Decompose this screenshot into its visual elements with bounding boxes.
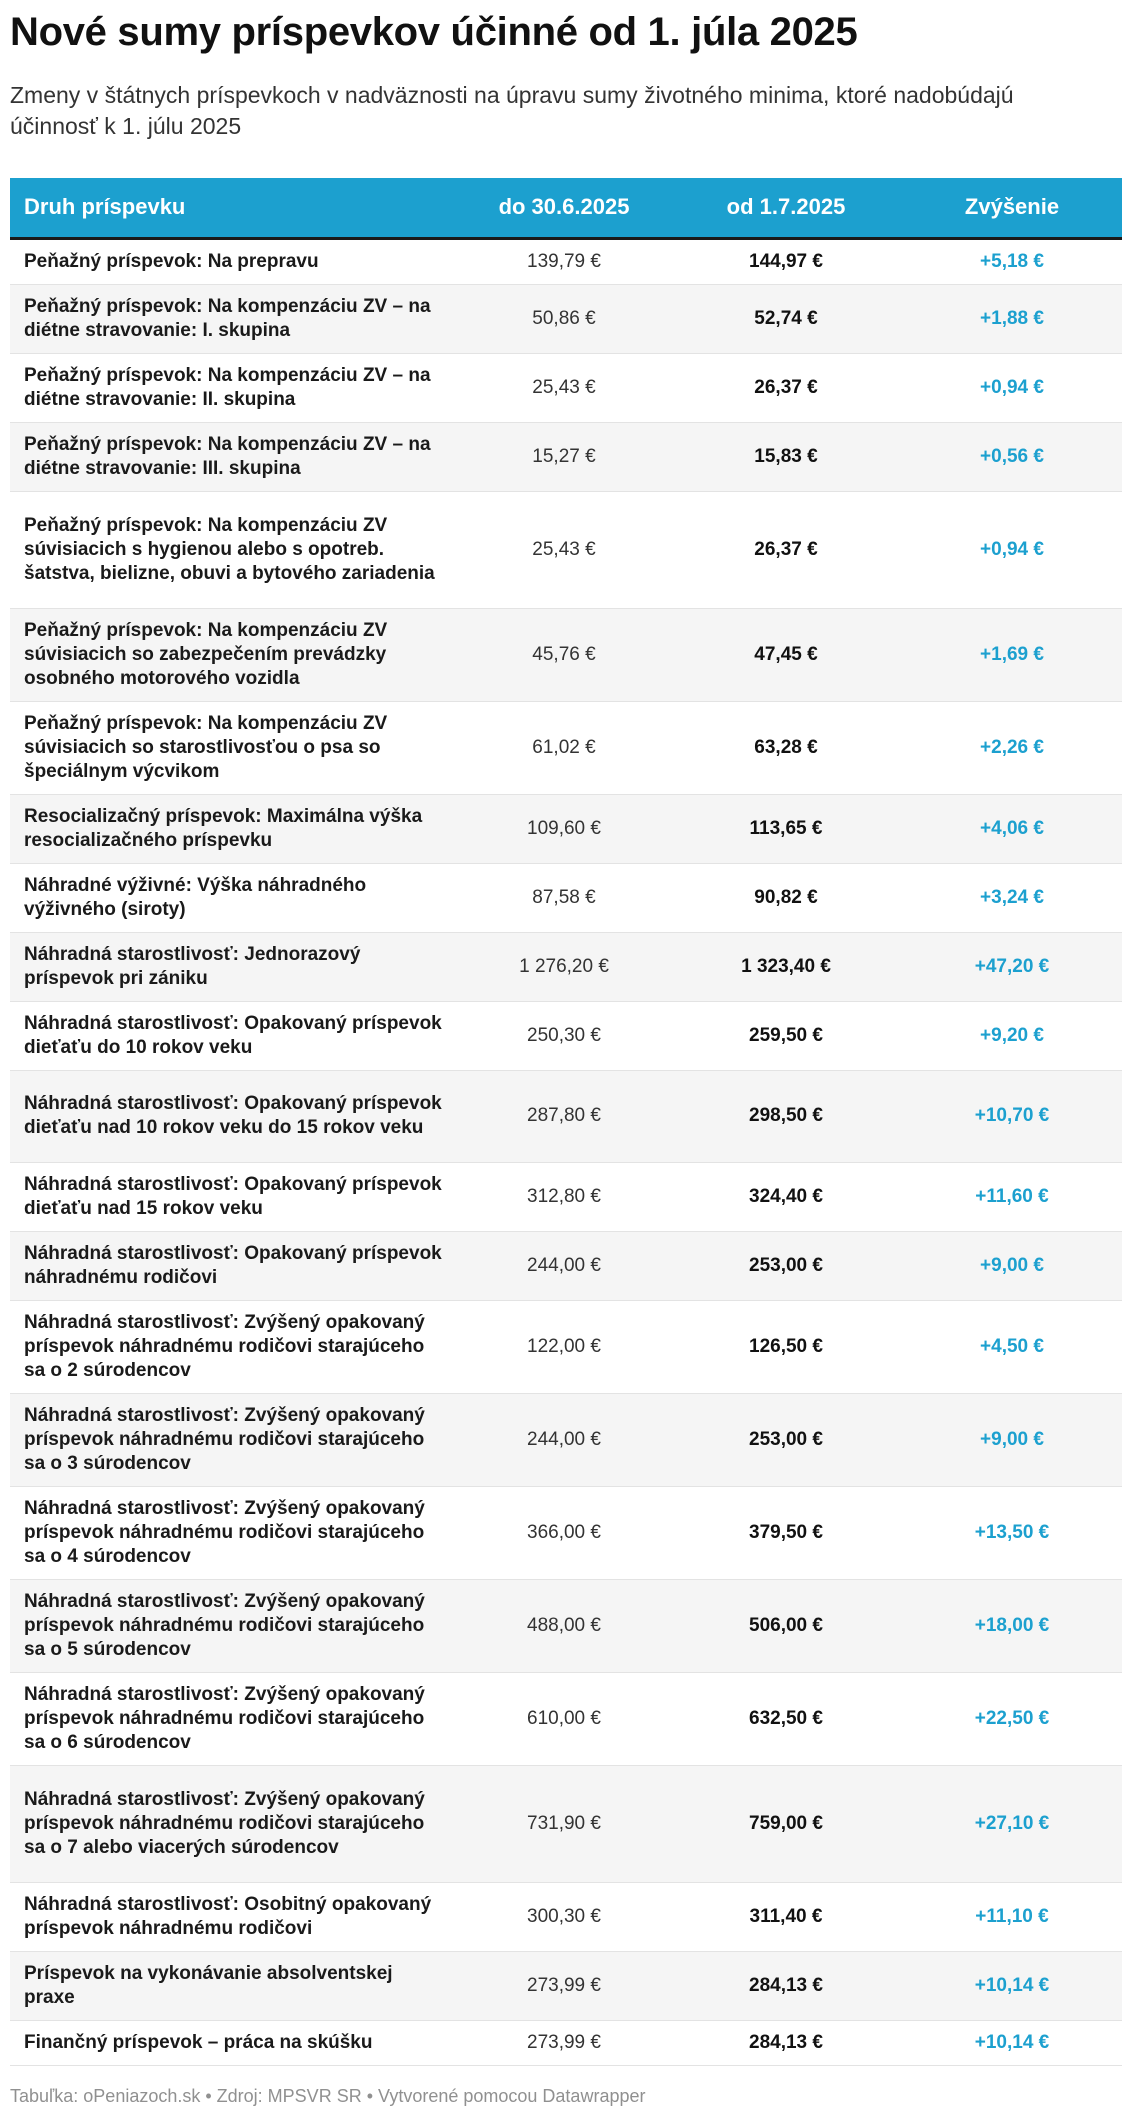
row-old-amount: 300,30 € (458, 1882, 670, 1951)
row-new-amount: 144,97 € (670, 238, 902, 284)
row-old-amount: 1 276,20 € (458, 932, 670, 1001)
table-row (10, 794, 1122, 863)
row-increase: +0,94 € (902, 491, 1122, 608)
row-new-amount: 759,00 € (670, 1765, 902, 1882)
row-new-amount: 126,50 € (670, 1300, 902, 1393)
row-increase: +9,00 € (902, 1231, 1122, 1300)
row-new-amount: 90,82 € (670, 863, 902, 932)
contributions-table (10, 178, 1122, 2066)
row-increase: +13,50 € (902, 1486, 1122, 1579)
row-new-amount: 259,50 € (670, 1001, 902, 1070)
row-increase: +18,00 € (902, 1579, 1122, 1672)
row-old-amount: 610,00 € (458, 1672, 670, 1765)
row-new-amount: 324,40 € (670, 1162, 902, 1231)
row-old-amount: 250,30 € (458, 1001, 670, 1070)
table-row (10, 1393, 1122, 1486)
row-name: Peňažný príspevok: Na kompenzáciu ZV súvisiacich so starostlivosťou o psa so špeciálnym výcvikom (10, 701, 458, 794)
row-name: Náhradná starostlivosť: Jednorazový príspevok pri zániku (10, 932, 458, 1001)
row-name: Príspevok na vykonávanie absolventskej praxe (10, 1951, 458, 2020)
page-title: Nové sumy príspevkov účinné od 1. júla 2025 (10, 10, 858, 54)
row-increase: +10,70 € (902, 1070, 1122, 1162)
row-name: Resocializačný príspevok: Maximálna výška resocializačného príspevku (10, 794, 458, 863)
row-increase: +3,24 € (902, 863, 1122, 932)
row-new-amount: 284,13 € (670, 1951, 902, 2020)
row-new-amount: 632,50 € (670, 1672, 902, 1765)
table-row (10, 284, 1122, 353)
row-name: Náhradná starostlivosť: Osobitný opakovaný príspevok náhradnému rodičovi (10, 1882, 458, 1951)
row-old-amount: 45,76 € (458, 608, 670, 701)
table-row (10, 701, 1122, 794)
row-old-amount: 25,43 € (458, 353, 670, 422)
table-row (10, 608, 1122, 701)
table-row (10, 932, 1122, 1001)
table-row (10, 1672, 1122, 1765)
header-new-amount[interactable]: od 1.7.2025 (726, 194, 846, 220)
row-old-amount: 488,00 € (458, 1579, 670, 1672)
table-row (10, 863, 1122, 932)
row-increase: +11,10 € (902, 1882, 1122, 1951)
row-name: Náhradná starostlivosť: Opakovaný príspevok dieťaťu nad 10 rokov veku do 15 rokov veku (10, 1070, 458, 1162)
row-increase: +1,88 € (902, 284, 1122, 353)
table-row (10, 1882, 1122, 1951)
table-header-row (10, 178, 1122, 238)
row-name: Náhradná starostlivosť: Zvýšený opakovaný príspevok náhradnému rodičovi starajúceho sa o 3 súrodencov (10, 1393, 458, 1486)
table-row (10, 1300, 1122, 1393)
row-old-amount: 273,99 € (458, 2020, 670, 2065)
table-row (10, 1231, 1122, 1300)
row-name: Peňažný príspevok: Na kompenzáciu ZV – na diétne stravovanie: II. skupina (10, 353, 458, 422)
row-new-amount: 311,40 € (670, 1882, 902, 1951)
row-increase: +11,60 € (902, 1162, 1122, 1231)
row-new-amount: 379,50 € (670, 1486, 902, 1579)
row-new-amount: 15,83 € (670, 422, 902, 491)
row-old-amount: 139,79 € (458, 238, 670, 284)
row-old-amount: 244,00 € (458, 1393, 670, 1486)
row-old-amount: 731,90 € (458, 1765, 670, 1882)
row-old-amount: 87,58 € (458, 863, 670, 932)
row-old-amount: 273,99 € (458, 1951, 670, 2020)
row-name: Náhradná starostlivosť: Zvýšený opakovaný príspevok náhradnému rodičovi starajúceho sa o 2 súrodencov (10, 1300, 458, 1393)
table-row (10, 2020, 1122, 2065)
row-name: Náhradná starostlivosť: Opakovaný príspevok náhradnému rodičovi (10, 1231, 458, 1300)
table-row (10, 1765, 1122, 1882)
header-old-amount[interactable]: do 30.6.2025 (498, 194, 630, 220)
row-increase: +4,50 € (902, 1300, 1122, 1393)
row-name: Peňažný príspevok: Na kompenzáciu ZV súvisiacich s hygienou alebo s opotreb. šatstva, bielizne, obuvi a bytového zariadenia (10, 491, 458, 608)
row-old-amount: 50,86 € (458, 284, 670, 353)
row-name: Peňažný príspevok: Na kompenzáciu ZV – na diétne stravovanie: I. skupina (10, 284, 458, 353)
row-old-amount: 122,00 € (458, 1300, 670, 1393)
page-subtitle: Zmeny v štátnych príspevkoch v nadväznosti na úpravu sumy životného minima, ktoré nadobúdajú účinnosť k 1. júlu 2025 (10, 82, 1014, 139)
table-row (10, 1001, 1122, 1070)
row-new-amount: 47,45 € (670, 608, 902, 701)
row-old-amount: 15,27 € (458, 422, 670, 491)
row-name: Peňažný príspevok: Na prepravu (10, 238, 458, 284)
row-name: Náhradné výživné: Výška náhradného výživného (siroty) (10, 863, 458, 932)
table-row (10, 1486, 1122, 1579)
source-footer: Tabuľka: oPeniazoch.sk • Zdroj: MPSVR SR • Vytvorené pomocou Datawrapper (10, 2086, 646, 2106)
table-row (10, 1162, 1122, 1231)
row-old-amount: 366,00 € (458, 1486, 670, 1579)
row-new-amount: 52,74 € (670, 284, 902, 353)
table-row (10, 422, 1122, 491)
row-new-amount: 253,00 € (670, 1231, 902, 1300)
header-type[interactable]: Druh príspevku (24, 194, 186, 220)
table-row (10, 491, 1122, 608)
row-new-amount: 253,00 € (670, 1393, 902, 1486)
row-increase: +22,50 € (902, 1672, 1122, 1765)
row-new-amount: 63,28 € (670, 701, 902, 794)
row-name: Peňažný príspevok: Na kompenzáciu ZV súvisiacich so zabezpečením prevádzky osobného motorového vozidla (10, 608, 458, 701)
row-name: Peňažný príspevok: Na kompenzáciu ZV – na diétne stravovanie: III. skupina (10, 422, 458, 491)
row-new-amount: 26,37 € (670, 353, 902, 422)
table-row (10, 1951, 1122, 2020)
row-name: Finančný príspevok – práca na skúšku (10, 2020, 458, 2065)
row-old-amount: 25,43 € (458, 491, 670, 608)
row-name: Náhradná starostlivosť: Zvýšený opakovaný príspevok náhradnému rodičovi starajúceho sa o 4 súrodencov (10, 1486, 458, 1579)
row-name: Náhradná starostlivosť: Zvýšený opakovaný príspevok náhradnému rodičovi starajúceho sa o 7 alebo viacerých súrodencov (10, 1765, 458, 1882)
row-increase: +0,56 € (902, 422, 1122, 491)
row-new-amount: 298,50 € (670, 1070, 902, 1162)
row-old-amount: 287,80 € (458, 1070, 670, 1162)
row-increase: +2,26 € (902, 701, 1122, 794)
row-name: Náhradná starostlivosť: Opakovaný príspevok dieťaťu nad 15 rokov veku (10, 1162, 458, 1231)
row-new-amount: 1 323,40 € (670, 932, 902, 1001)
table-row (10, 1579, 1122, 1672)
row-increase: +1,69 € (902, 608, 1122, 701)
row-increase: +5,18 € (902, 238, 1122, 284)
table-row (10, 238, 1122, 284)
table-row (10, 353, 1122, 422)
row-increase: +9,00 € (902, 1393, 1122, 1486)
row-increase: +10,14 € (902, 1951, 1122, 2020)
table-body (10, 238, 1122, 2065)
row-name: Náhradná starostlivosť: Opakovaný príspevok dieťaťu do 10 rokov veku (10, 1001, 458, 1070)
row-old-amount: 61,02 € (458, 701, 670, 794)
row-increase: +4,06 € (902, 794, 1122, 863)
table-row (10, 1070, 1122, 1162)
row-name: Náhradná starostlivosť: Zvýšený opakovaný príspevok náhradnému rodičovi starajúceho sa o 5 súrodencov (10, 1579, 458, 1672)
row-name: Náhradná starostlivosť: Zvýšený opakovaný príspevok náhradnému rodičovi starajúceho sa o 6 súrodencov (10, 1672, 458, 1765)
row-new-amount: 113,65 € (670, 794, 902, 863)
row-increase: +9,20 € (902, 1001, 1122, 1070)
row-new-amount: 506,00 € (670, 1579, 902, 1672)
row-increase: +27,10 € (902, 1765, 1122, 1882)
row-new-amount: 26,37 € (670, 491, 902, 608)
row-new-amount: 284,13 € (670, 2020, 902, 2065)
row-increase: +47,20 € (902, 932, 1122, 1001)
row-increase: +0,94 € (902, 353, 1122, 422)
article (10, 0, 1122, 2066)
row-old-amount: 244,00 € (458, 1231, 670, 1300)
row-old-amount: 109,60 € (458, 794, 670, 863)
row-old-amount: 312,80 € (458, 1162, 670, 1231)
row-increase: +10,14 € (902, 2020, 1122, 2065)
header-increase[interactable]: Zvýšenie (964, 194, 1060, 220)
